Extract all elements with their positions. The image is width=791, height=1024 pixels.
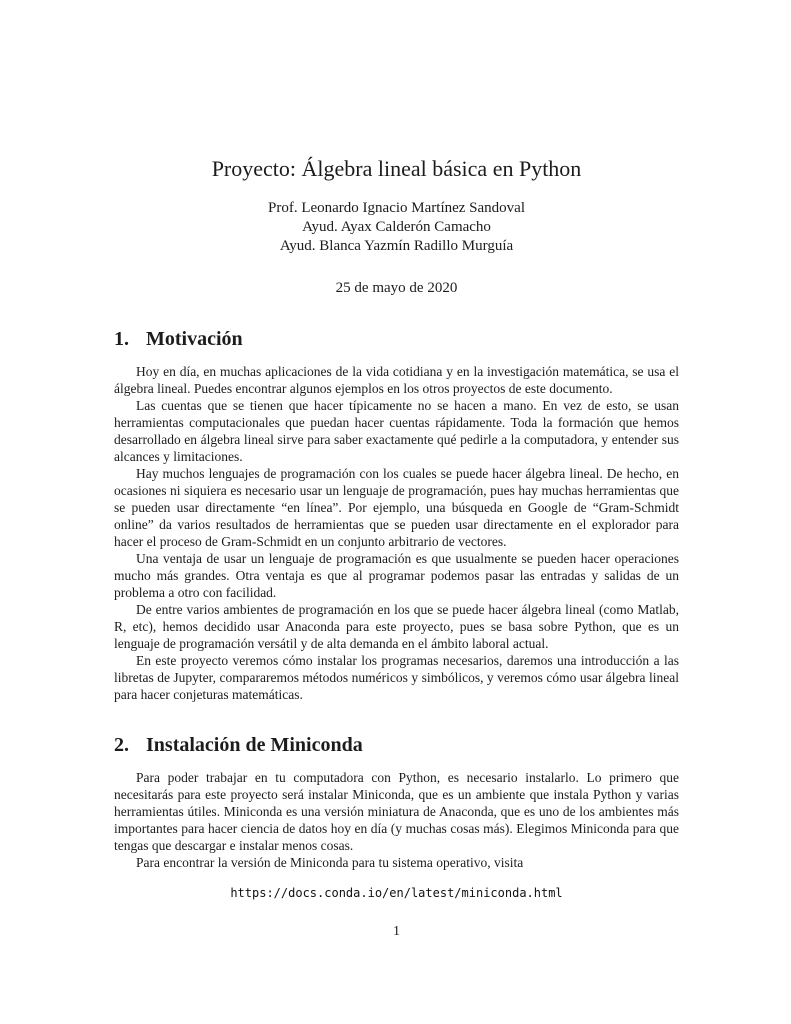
paragraph: Hay muchos lenguajes de programación con los cuales se puede hacer álgebra lineal. De hecho, en ocasiones ni siquiera es necesario usar un lenguaje de programación, pues hay muchas herramientas que se pueden usar directamente “en línea”. Por ejemplo, una búsqueda en Google de “Gram-Schmidt online” da varios resultados de herramientas que se pueden usar directamente en el explorador para hacer el proceso de Gram-Schmidt en un conjunto arbitrario de vectores. [114, 466, 679, 550]
paragraph: Hoy en día, en muchas aplicaciones de la vida cotidiana y en la investigación matemática, se usa el álgebra lineal. Puedes encontrar algunos ejemplos en los otros proyectos de este documento. [114, 364, 679, 397]
section-heading-label: Instalación de Miniconda [146, 734, 363, 757]
author-line: Ayud. Ayax Calderón Camacho [302, 218, 491, 235]
paragraph: Para encontrar la versión de Miniconda para tu sistema operativo, visita [136, 855, 524, 871]
paragraph: Las cuentas que se tienen que hacer típicamente no se hacen a mano. En vez de esto, se usan herramientas computacionales que puedan hacer cuentas rápidamente. Toda la formación que hemos desarrollado en álgebra lineal sirve para saber exactamente qué pedirle a la computadora, y entender sus alcances y limitaciones. [114, 398, 679, 465]
paragraph: Para poder trabajar en tu computadora con Python, es necesario instalarlo. Lo primero que necesitarás para este proyecto será instalar Miniconda, que es un ambiente que instala Python y varias herramientas útiles. Miniconda es una versión miniatura de Anaconda, que es uno de los ambientes más importantes para hacer ciencia de datos hoy en día (y muchas cosas más). Elegimos Miniconda para que tengas que descargar e instalar menos cosas. [114, 770, 679, 854]
section-number: 2. [114, 734, 129, 757]
section-body-instalacion [114, 769, 679, 871]
author-line: Prof. Leonardo Ignacio Martínez Sandoval [268, 200, 525, 217]
paragraph: En este proyecto veremos cómo instalar los programas necesarios, daremos una introducción a las libretas de Jupyter, compararemos métodos numéricos y simbólicos, y veremos cómo usar álgebra lineal para hacer conjeturas matemáticas. [114, 653, 679, 703]
section-heading-motivacion [114, 328, 679, 350]
page-number: 1 [393, 924, 400, 940]
section-heading-instalacion [114, 734, 679, 756]
miniconda-url-link[interactable]: https://docs.conda.io/en/latest/miniconda.html [230, 886, 563, 901]
section-body-motivacion [114, 363, 679, 703]
document-title: Proyecto: Álgebra lineal básica en Python [211, 156, 582, 181]
author-line: Ayud. Blanca Yazmín Radillo Murguía [279, 237, 514, 254]
paragraph: Una ventaja de usar un lenguaje de programación es que usualmente se pueden hacer operaciones mucho más grandes. Otra ventaja es que al programar podemos pasar las entradas y salidas de un problema a otro con facilidad. [114, 551, 679, 601]
section-heading-label: Motivación [146, 328, 243, 351]
section-number: 1. [114, 328, 129, 351]
paragraph: De entre varios ambientes de programación en los que se puede hacer álgebra lineal (como Matlab, R, etc), hemos decidido usar Anaconda para este proyecto, pues se basa sobre Python, que es un lenguaje de programación versátil y de alta demanda en el ámbito laboral actual. [114, 602, 679, 652]
author-block [114, 199, 679, 255]
document-date: 25 de mayo de 2020 [335, 280, 458, 297]
